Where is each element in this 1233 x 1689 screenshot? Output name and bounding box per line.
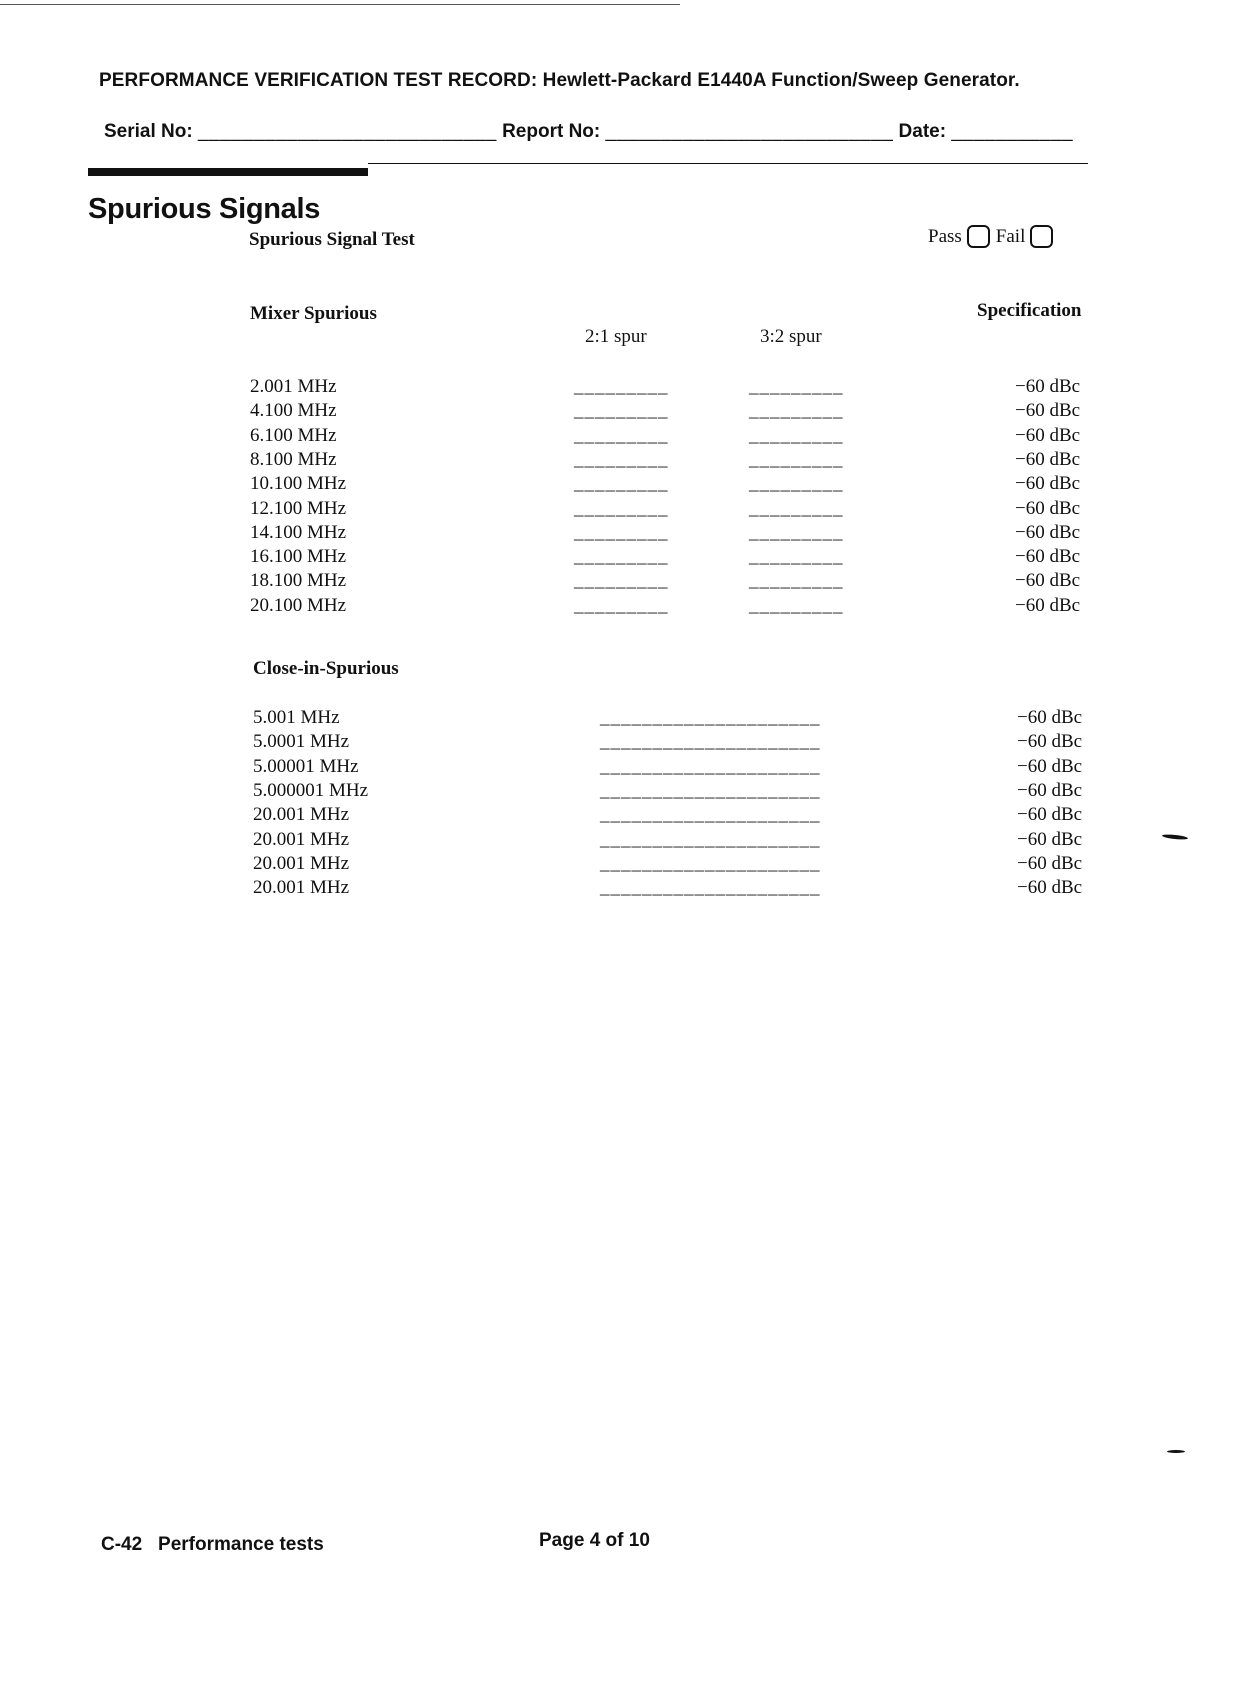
spur-3-2-entry-field[interactable]: _________ (749, 448, 844, 470)
specification-cell: −60 dBc (1015, 594, 1081, 616)
specification-cell: −60 dBc (1015, 473, 1081, 495)
spur-3-2-entry-field[interactable]: _________ (749, 594, 844, 616)
table-row (253, 853, 1110, 877)
table-row (250, 400, 1110, 424)
specification-cell: −60 dBc (1017, 779, 1083, 801)
spur-3-2-entry-field[interactable]: _________ (749, 424, 844, 446)
frequency-cell: 8.100 MHz (250, 448, 337, 470)
specification-cell: −60 dBc (1015, 570, 1081, 592)
spur-3-2-entry-field[interactable]: _________ (749, 521, 844, 543)
document-title: PERFORMANCE VERIFICATION TEST RECORD: Hewlett-Packard E1440A Function/Sweep Generator. (99, 70, 1020, 91)
specification-header: Specification (977, 300, 1082, 321)
specification-cell: −60 dBc (1017, 852, 1083, 874)
specification-cell: −60 dBc (1015, 521, 1081, 543)
close-in-entry-field[interactable]: _____________________ (600, 755, 821, 777)
close-in-entry-field[interactable]: _____________________ (600, 779, 821, 801)
frequency-cell: 2.001 MHz (250, 376, 337, 397)
pass-label: Pass (928, 225, 962, 247)
spur-3-2-entry-field[interactable]: _________ (749, 376, 844, 397)
specification-cell: −60 dBc (1015, 448, 1081, 470)
table-row (253, 804, 1110, 828)
specification-cell: −60 dBc (1017, 731, 1083, 753)
specification-cell: −60 dBc (1015, 424, 1081, 446)
frequency-cell: 20.001 MHz (253, 852, 350, 874)
serial-field[interactable]: ___________________________ (197, 121, 497, 142)
frequency-cell: 14.100 MHz (250, 521, 347, 543)
spur-3-2-entry-field[interactable]: _________ (749, 546, 844, 568)
column-3-2-spur: 3:2 spur (760, 326, 822, 347)
spur-2-1-entry-field[interactable]: _________ (574, 570, 669, 592)
mixer-spurious-heading: Mixer Spurious (250, 303, 377, 324)
pass-fail-group (928, 225, 1059, 248)
footer-section-label: C-42 Performance tests (101, 1534, 324, 1555)
specification-cell: −60 dBc (1015, 376, 1081, 397)
report-field[interactable]: __________________________ (605, 121, 894, 142)
spur-2-1-entry-field[interactable]: _________ (574, 497, 669, 519)
close-in-spurious-heading: Close-in-Spurious (253, 658, 399, 679)
specification-cell: −60 dBc (1017, 755, 1083, 777)
table-row (250, 425, 1110, 449)
fail-label: Fail (995, 225, 1026, 247)
specification-cell: −60 dBc (1017, 877, 1083, 899)
frequency-cell: 20.100 MHz (250, 594, 347, 616)
frequency-cell: 6.100 MHz (250, 424, 337, 446)
fail-checkbox[interactable] (1030, 225, 1053, 248)
table-row (253, 756, 1110, 780)
frequency-cell: 5.001 MHz (253, 707, 340, 728)
frequency-cell: 4.100 MHz (250, 400, 337, 422)
frequency-cell: 20.001 MHz (253, 877, 350, 899)
column-2-1-spur: 2:1 spur (585, 326, 647, 347)
frequency-cell: 10.100 MHz (250, 473, 347, 495)
close-in-entry-field[interactable]: _____________________ (600, 707, 821, 728)
table-row (250, 473, 1110, 497)
spur-2-1-entry-field[interactable]: _________ (574, 424, 669, 446)
header-fields (104, 121, 1073, 143)
frequency-cell: 20.001 MHz (253, 804, 350, 826)
table-row (250, 449, 1110, 473)
specification-cell: −60 dBc (1015, 497, 1081, 519)
close-in-entry-field[interactable]: _____________________ (600, 804, 821, 826)
section-title: Spurious Signals (88, 193, 321, 225)
frequency-cell: 18.100 MHz (250, 570, 347, 592)
scan-mark (1167, 1450, 1185, 1453)
table-row (250, 570, 1110, 594)
close-in-entry-field[interactable]: _____________________ (600, 731, 821, 753)
table-row (253, 877, 1110, 901)
top-rule (0, 4, 680, 5)
table-row (253, 780, 1110, 804)
table-row (253, 707, 1110, 731)
spur-2-1-entry-field[interactable]: _________ (574, 448, 669, 470)
close-in-entry-field[interactable]: _____________________ (600, 828, 821, 850)
table-row (250, 595, 1110, 619)
table-row (250, 376, 1110, 400)
specification-cell: −60 dBc (1017, 707, 1083, 728)
test-name: Spurious Signal Test (249, 229, 415, 250)
spur-2-1-entry-field[interactable]: _________ (574, 400, 669, 422)
header-thick-rule (88, 168, 368, 176)
table-row (250, 522, 1110, 546)
date-field[interactable]: ___________ (951, 121, 1074, 142)
table-row (250, 498, 1110, 522)
specification-cell: −60 dBc (1015, 400, 1081, 422)
spur-3-2-entry-field[interactable]: _________ (749, 473, 844, 495)
footer-page-number: Page 4 of 10 (539, 1530, 650, 1551)
table-row (250, 546, 1110, 570)
table-row (253, 829, 1110, 853)
spur-3-2-entry-field[interactable]: _________ (749, 497, 844, 519)
spur-2-1-entry-field[interactable]: _________ (574, 594, 669, 616)
table-row (253, 731, 1110, 755)
frequency-cell: 5.00001 MHz (253, 755, 359, 777)
scan-mark (1162, 834, 1188, 841)
frequency-cell: 16.100 MHz (250, 546, 347, 568)
serial-label: Serial No: (104, 121, 193, 142)
report-label: Report No: (502, 121, 601, 142)
spur-3-2-entry-field[interactable]: _________ (749, 570, 844, 592)
specification-cell: −60 dBc (1017, 804, 1083, 826)
header-thin-rule (368, 163, 1088, 164)
pass-checkbox[interactable] (967, 225, 990, 248)
frequency-cell: 12.100 MHz (250, 497, 347, 519)
spur-2-1-entry-field[interactable]: _________ (574, 521, 669, 543)
frequency-cell: 5.0001 MHz (253, 731, 350, 753)
specification-cell: −60 dBc (1017, 828, 1083, 850)
frequency-cell: 5.000001 MHz (253, 779, 369, 801)
close-in-entry-field[interactable]: _____________________ (600, 877, 821, 899)
spur-2-1-entry-field[interactable]: _________ (574, 546, 669, 568)
spur-3-2-entry-field[interactable]: _________ (749, 400, 844, 422)
spur-2-1-entry-field[interactable]: _________ (574, 376, 669, 397)
date-label: Date: (898, 121, 947, 142)
specification-cell: −60 dBc (1015, 546, 1081, 568)
spur-2-1-entry-field[interactable]: _________ (574, 473, 669, 495)
frequency-cell: 20.001 MHz (253, 828, 350, 850)
close-in-entry-field[interactable]: _____________________ (600, 852, 821, 874)
